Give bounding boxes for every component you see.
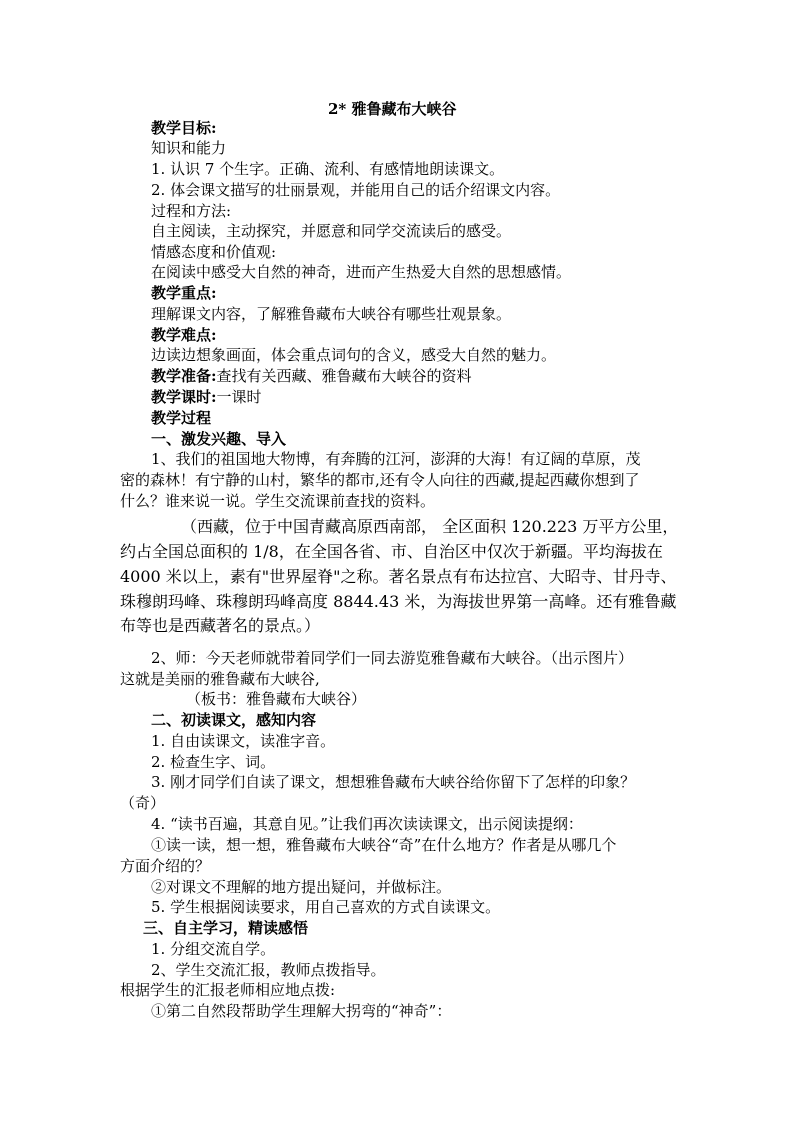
emotion-heading: 情感态度和价值观: (151, 243, 277, 261)
tibet-info-line-5: 布等也是西藏著名的景点。） (120, 616, 321, 635)
key-text: 理解课文内容，了解雅鲁藏布大峡谷有哪些壮观景象。 (151, 305, 512, 323)
periods-text: 一课时 (216, 388, 262, 406)
section-3-item-2: 2、学生交流汇报，教师点拨指导。 (151, 961, 386, 979)
process-heading: 教学过程 (151, 409, 212, 427)
objective-1: 1. 认识 7 个生字。正确、流利、有感情地朗读课文。 (151, 160, 505, 178)
periods-line (151, 387, 262, 407)
prep-text: 查找有关西藏、雅鲁藏布大峡谷的资料 (216, 367, 472, 385)
difficulty-heading: 教学难点: (151, 326, 217, 344)
difficulty-text: 边读边想象画面，体会重点词句的含义，感受大自然的魅力。 (151, 346, 557, 364)
prep-label: 教学准备: (151, 367, 217, 385)
section-1-paragraph-1-line-3: 什么？谁来说一说。学生交流课前查找的资料。 (120, 492, 436, 510)
tibet-info-line-2: 约占全国总面积的 1/8，在全国各省、市、自治区中仅次于新疆。平均海拔在 (120, 542, 663, 561)
section-2-item-4: 4. “读书百遍，其意自见。”让我们再次读读课文，出示阅读提纲： (151, 815, 583, 833)
section-1-paragraph-2-line-2: 这就是美丽的雅鲁藏布大峡谷, (120, 670, 320, 688)
periods-label: 教学课时: (151, 388, 217, 406)
section-3-heading: 三、自主学习，精读感悟 (143, 919, 309, 937)
objectives-heading: 教学目标: (151, 119, 217, 137)
section-1-paragraph-1-line-2: 密的森林！有宁静的山村，繁华的都市,还有令人向往的西藏,提起西藏你想到了 (120, 471, 640, 489)
section-3-item-1: 1. 分组交流自学。 (151, 940, 276, 958)
reading-outline-2: ②对课文不理解的地方提出疑问，并做标注。 (151, 878, 452, 896)
section-3-item-1-detail: ①第二自然段帮助学生理解大拐弯的“神奇”： (151, 1002, 452, 1020)
tibet-info-line-3: 4000 米以上，素有"世界屋脊"之称。著名景点有布达拉宫、大昭寺、甘丹寺、 (120, 567, 677, 586)
section-2-item-1: 1. 自由读课文，读准字音。 (151, 732, 336, 750)
document-title: 2* 雅鲁藏布大峡谷 (328, 100, 457, 118)
section-2-item-5: 5. 学生根据阅读要求，用自己喜欢的方式自读课文。 (151, 898, 501, 916)
tibet-info-line-4: 珠穆朗玛峰、珠穆朗玛峰高度 8844.43 米，为海拔世界第一高峰。还有雅鲁藏 (120, 592, 677, 611)
section-3-note: 根据学生的汇报老师相应地点拨: (120, 981, 336, 999)
key-heading: 教学重点: (151, 284, 217, 302)
prep-line (151, 366, 472, 386)
section-1-heading: 一、激发兴趣、导入 (151, 430, 287, 448)
knowledge-heading: 知识和能力 (151, 139, 227, 157)
reading-outline-1-line-1: ①读一读，想一想，雅鲁藏布大峡谷“奇”在什么地方？作者是从哪几个 (151, 836, 617, 854)
reading-outline-1-line-2: 方面介绍的？ (120, 857, 211, 875)
section-2-item-3-line-2: （奇） (120, 794, 166, 812)
tibet-info-line-1: （西藏，位于中国青藏高原西南部， 全区面积 120.223 万平方公里， (181, 517, 679, 536)
section-1-paragraph-2-line-1: 2、师：今天老师就带着同学们一同去游览雅鲁藏布大峡谷。（出示图片） (151, 649, 634, 667)
section-2-item-3-line-1: 3. 刚才同学们自读了课文，想想雅鲁藏布大峡谷给你留下了怎样的印象？ (151, 773, 636, 791)
process-method-heading: 过程和方法: (151, 202, 232, 220)
objective-2: 2. 体会课文描写的壮丽景观，并能用自己的话介绍课文内容。 (151, 181, 561, 199)
blackboard-note: （板书：雅鲁藏布大峡谷） (186, 690, 367, 708)
process-method-text: 自主阅读，主动探究，并愿意和同学交流读后的感受。 (151, 222, 512, 240)
section-2-heading: 二、初读课文，感知内容 (151, 711, 317, 729)
emotion-text: 在阅读中感受大自然的神奇，进而产生热爱大自然的思想感情。 (151, 263, 572, 281)
section-2-item-2: 2. 检查生字、词。 (151, 753, 276, 771)
section-1-paragraph-1-line-1: 1、我们的祖国地大物博，有奔腾的江河，澎湃的大海！有辽阔的草原，茂 (151, 450, 641, 468)
